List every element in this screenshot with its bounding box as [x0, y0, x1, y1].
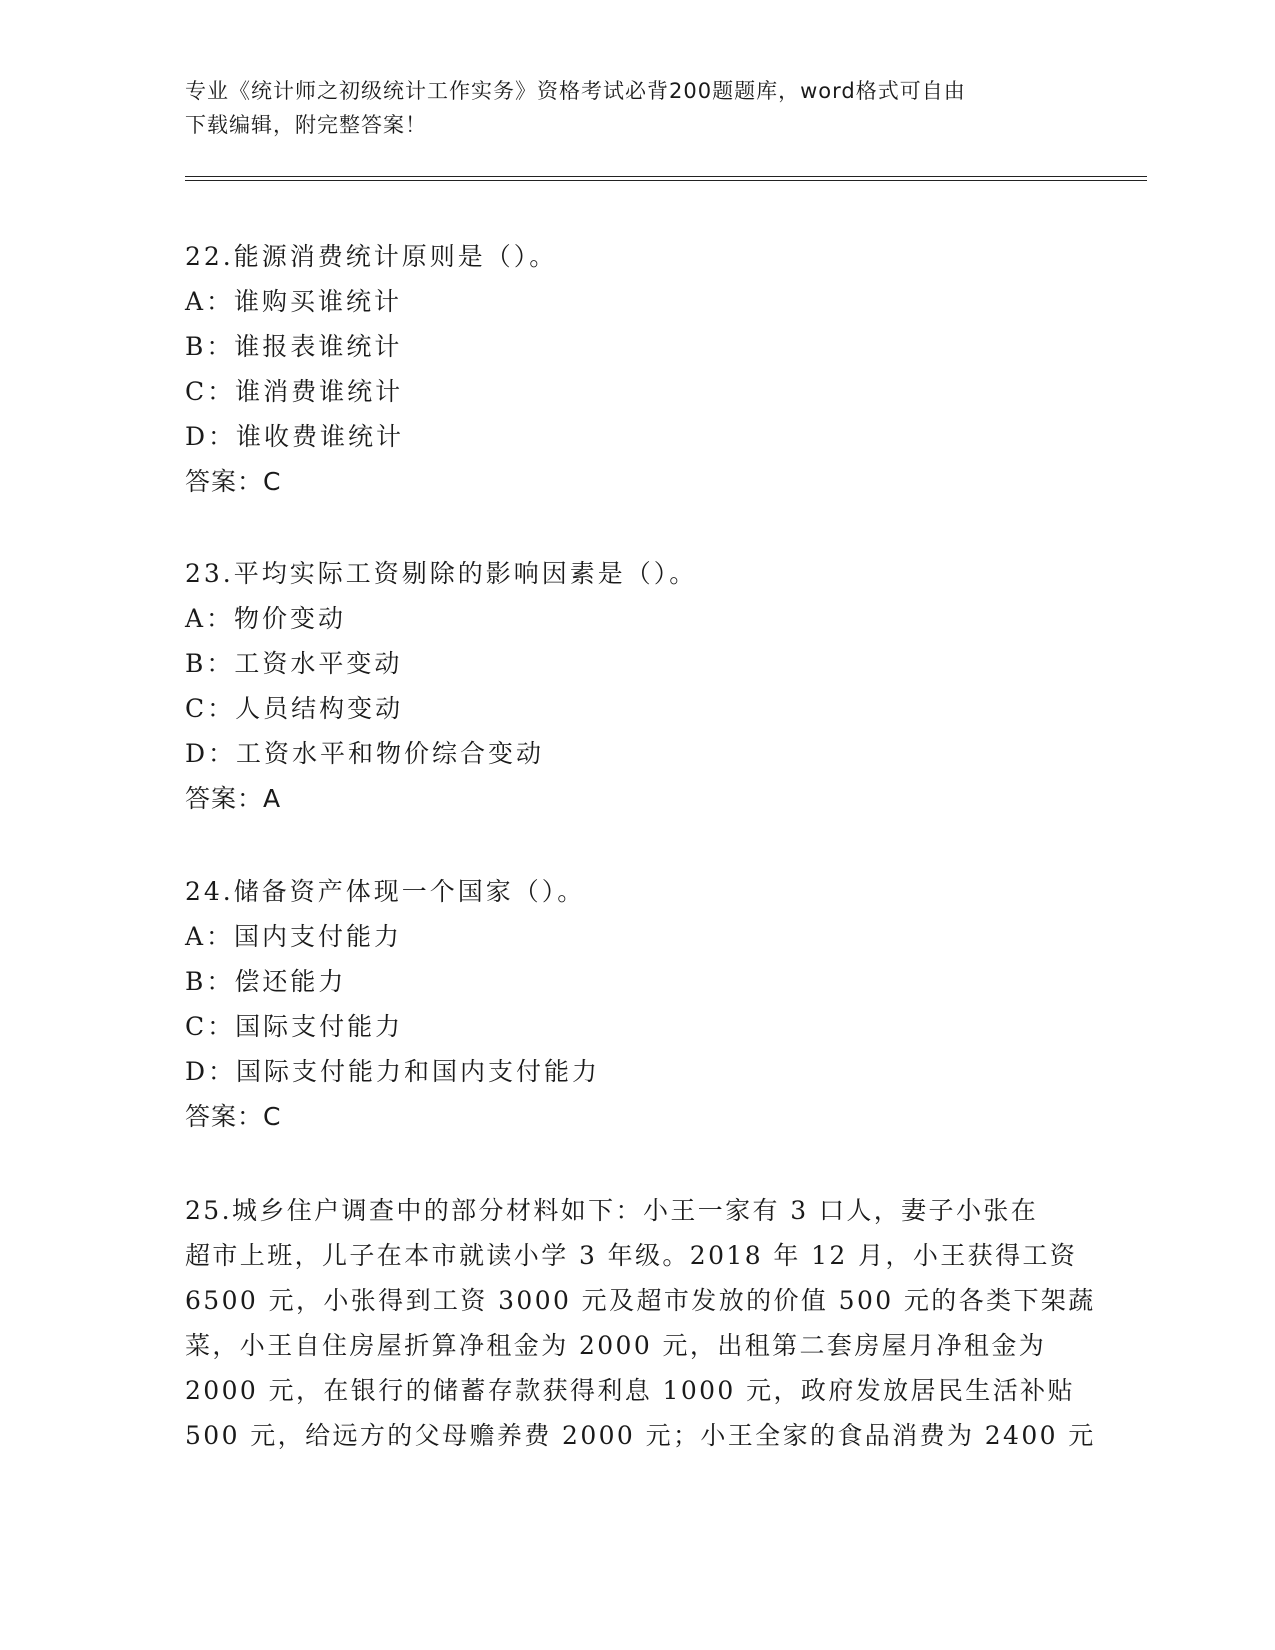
option-d: D：工资水平和物价综合变动: [185, 739, 545, 768]
answer: 答案：C: [185, 1102, 282, 1131]
question-stem: 23.平均实际工资剔除的影响因素是（）。: [185, 559, 698, 588]
question-25: [185, 1188, 1096, 1458]
question-paragraph-line: 超市上班，儿子在本市就读小学 3 年级。2018 年 12 月，小王获得工资: [185, 1241, 1078, 1270]
option-c: C：国际支付能力: [185, 1012, 404, 1041]
option-b: B：偿还能力: [185, 967, 347, 996]
option-d: D：国际支付能力和国内支付能力: [185, 1057, 601, 1086]
question-paragraph-line: 500 元，给远方的父母赡养费 2000 元；小王全家的食品消费为 2400 元: [185, 1421, 1096, 1450]
question-stem: 22.能源消费统计原则是（）。: [185, 242, 558, 271]
option-a: A：谁购买谁统计: [185, 287, 403, 316]
option-b: B：工资水平变动: [185, 649, 403, 678]
option-c: C：人员结构变动: [185, 694, 404, 723]
header-line-1: 专业《统计师之初级统计工作实务》资格考试必背200题题库，word格式可自由: [185, 79, 966, 103]
option-d: D：谁收费谁统计: [185, 422, 405, 451]
option-a: A：国内支付能力: [185, 922, 403, 951]
question-paragraph-line: 菜，小王自住房屋折算净租金为 2000 元，出租第二套房屋月净租金为: [185, 1331, 1047, 1360]
question-23: [185, 551, 1085, 821]
header-divider-bottom: [185, 180, 1147, 181]
question-stem: 24.储备资产体现一个国家（）。: [185, 877, 586, 906]
option-b: B：谁报表谁统计: [185, 332, 403, 361]
answer: 答案：A: [185, 784, 282, 813]
document-header: [185, 74, 1065, 142]
question-paragraph-line: 25.城乡住户调查中的部分材料如下：小王一家有 3 口人，妻子小张在: [185, 1196, 1039, 1225]
question-22: [185, 234, 1085, 504]
header-divider-top: [185, 176, 1147, 177]
question-paragraph-line: 6500 元，小张得到工资 3000 元及超市发放的价值 500 元的各类下架蔬: [185, 1286, 1096, 1315]
question-paragraph-line: 2000 元，在银行的储蓄存款获得利息 1000 元，政府发放居民生活补贴: [185, 1376, 1075, 1405]
question-24: [185, 869, 1085, 1139]
header-line-2: 下载编辑，附完整答案！: [185, 113, 427, 137]
option-a: A：物价变动: [185, 604, 347, 633]
answer: 答案：C: [185, 467, 282, 496]
option-c: C：谁消费谁统计: [185, 377, 404, 406]
